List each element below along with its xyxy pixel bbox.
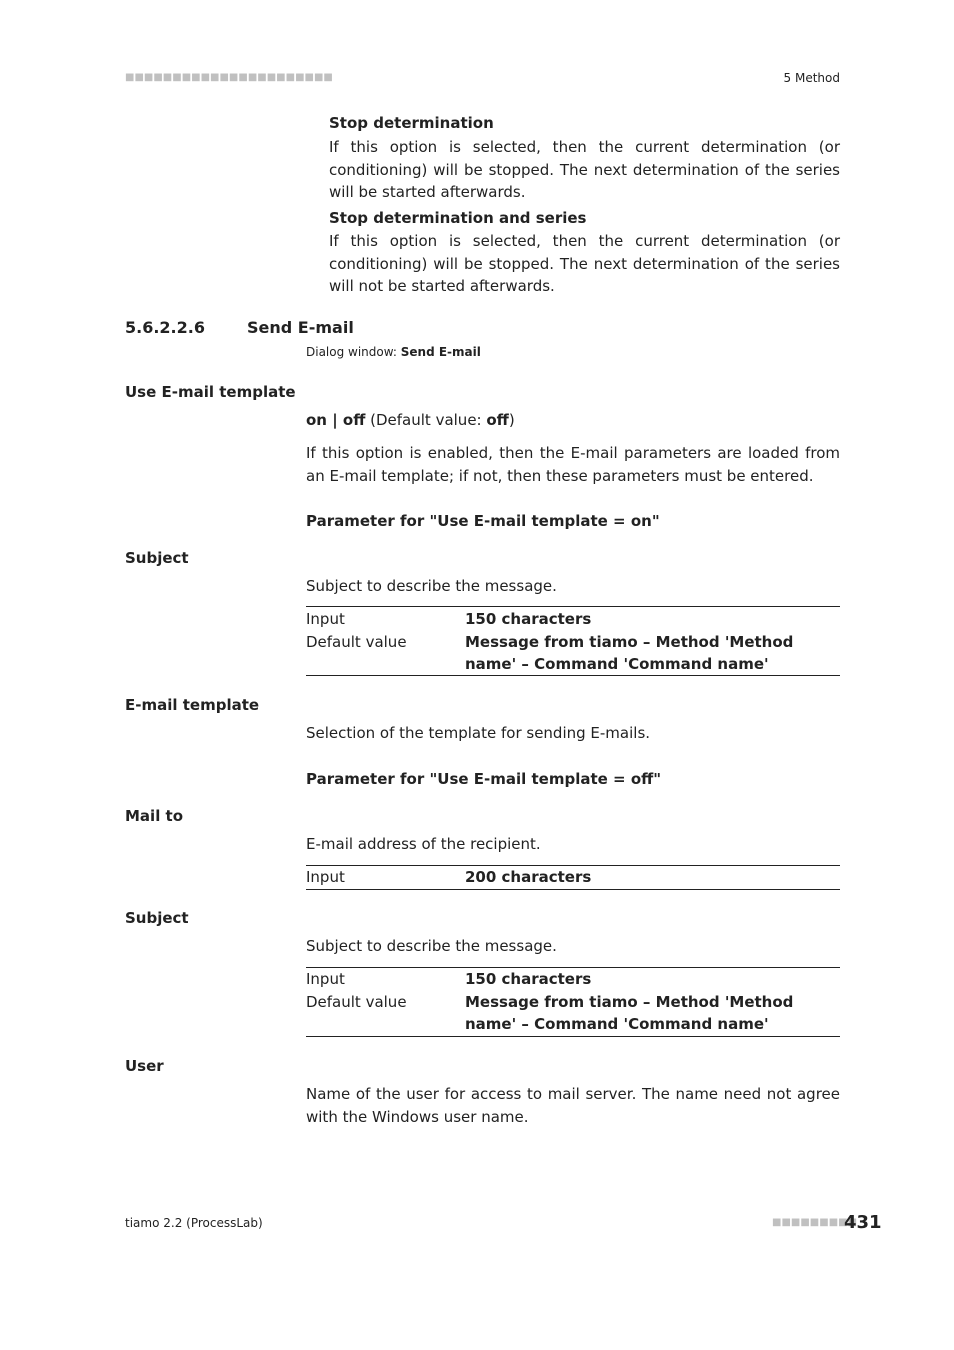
table-row <box>306 991 840 1036</box>
page-number: 431 <box>844 1212 882 1233</box>
param-label-mail-to: Mail to <box>125 807 184 825</box>
table-row <box>306 968 840 991</box>
row-value: 150 characters <box>465 970 592 988</box>
section-number: 5.6.2.2.6 <box>125 318 205 337</box>
footer-product: tiamo 2.2 (ProcessLab) <box>125 1216 263 1230</box>
param-label-user: User <box>125 1057 164 1075</box>
header-dots: ■■■■■■■■■■■■■■■■■■■■■■ <box>125 72 333 83</box>
section-title: Send E-mail <box>247 318 354 337</box>
subject-description: Subject to describe the message. <box>306 577 557 595</box>
param-label-use-template: Use E-mail template <box>125 383 296 401</box>
table-top-rule <box>306 606 840 607</box>
mail-to-description: E-mail address of the recipient. <box>306 835 541 853</box>
subject-spec-table <box>306 968 840 1036</box>
subject-spec-table <box>306 608 840 676</box>
row-value: 150 characters <box>465 610 592 628</box>
row-value: Message from tiamo – Method 'Method name' – Command 'Command name' <box>465 632 794 673</box>
dialog-prefix: Dialog window: <box>306 345 401 359</box>
row-key: Input <box>306 868 345 886</box>
option-title-stop-determination: Stop determination <box>329 114 494 132</box>
table-row <box>306 866 840 889</box>
table-row <box>306 631 840 676</box>
row-key: Input <box>306 610 345 628</box>
table-bottom-rule <box>306 675 840 676</box>
table-bottom-rule <box>306 1036 840 1037</box>
row-key: Default value <box>306 632 407 651</box>
option-text-stop-determination-series: If this option is selected, then the current determination (or conditioning) will be stopped. The next determination of the series will not be started afterwards. <box>329 232 840 295</box>
use-template-description: If this option is enabled, then the E-mail parameters are loaded from an E-mail template; if not, then these parameters must be entered. <box>306 444 840 485</box>
use-template-values <box>306 409 515 432</box>
default-suffix: ) <box>508 411 515 429</box>
dialog-name: Send E-mail <box>400 345 481 359</box>
dialog-window-line <box>306 345 481 359</box>
row-key: Default value <box>306 992 407 1011</box>
option-text-stop-determination: If this option is selected, then the current determination (or conditioning) will be stopped. The next determination of the series will be started afterwards. <box>329 138 840 201</box>
mail-to-spec-table <box>306 866 840 889</box>
default-prefix: (Default value: <box>365 411 487 429</box>
row-value: Message from tiamo – Method 'Method name' – Command 'Command name' <box>465 992 794 1033</box>
table-bottom-rule <box>306 889 840 890</box>
footer-dots: ■■■■■■■■■ <box>772 1217 858 1228</box>
subject-description: Subject to describe the message. <box>306 937 557 955</box>
param-label-subject: Subject <box>125 549 189 567</box>
default-value: off <box>486 411 509 429</box>
user-description: Name of the user for access to mail server. The name need not agree with the Windows user name. <box>306 1085 840 1126</box>
header-chapter: 5 Method <box>783 71 840 85</box>
option-title-stop-determination-series: Stop determination and series <box>329 209 587 227</box>
row-key: Input <box>306 970 345 988</box>
email-template-description: Selection of the template for sending E-mails. <box>306 724 651 742</box>
param-on-heading: Parameter for "Use E-mail template = on" <box>306 512 660 530</box>
on-off-values: on | off <box>306 411 366 429</box>
row-value: 200 characters <box>465 868 592 886</box>
table-row <box>306 608 840 631</box>
param-label-subject: Subject <box>125 909 189 927</box>
param-label-email-template: E-mail template <box>125 696 260 714</box>
param-off-heading: Parameter for "Use E-mail template = off" <box>306 770 662 788</box>
